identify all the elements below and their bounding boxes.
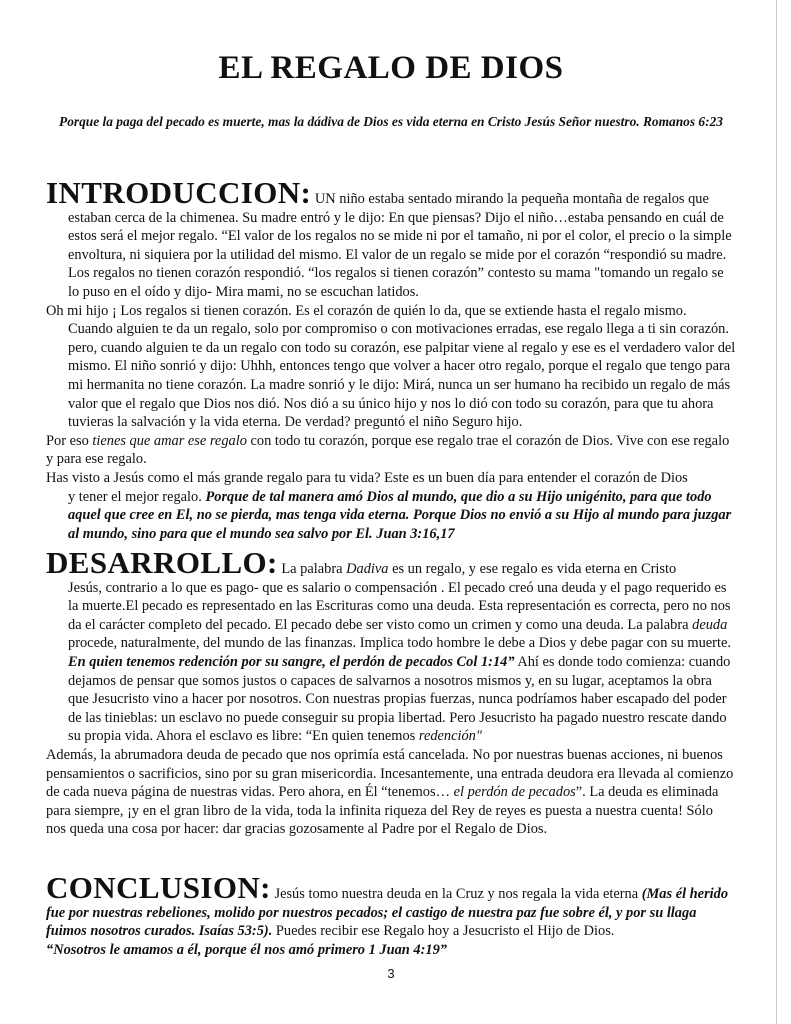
intro-paragraph-2 <box>46 302 736 432</box>
intro-paragraph-4 <box>46 469 736 543</box>
intro-p3-italic: tienes que amar ese regalo <box>92 432 247 449</box>
section-introduccion <box>46 175 736 543</box>
desarrollo-p1-end-italic: redención" <box>418 728 482 745</box>
desarrollo-paragraph-2 <box>46 746 736 839</box>
desarrollo-verse-col-1-14: En quien tenemos redención por su sangre, el perdón de pecados Col 1:14” <box>68 653 515 670</box>
desarrollo-lead-italic: Dadiva <box>346 561 389 577</box>
intro-p3-b: con todo tu corazón, porque ese regalo trae el corazón de Dios. Vive con ese regalo y para ese regalo. <box>46 432 730 468</box>
intro-verse-juan-3-16: Porque de tal manera amó Dios al mundo, que dio a su Hijo unigénito, para que todo aquel que cree en El, no se pierda, mas tenga vida eterna. Porque Dios no envió a su Hijo al mundo para juzgar al mundo, sino para que el mundo sea salvo por El. Juan 3:16,17 <box>68 488 732 542</box>
conclusion-lead: Jesús tomo nuestra deuda en la Cruz y nos regala la vida eterna <box>270 886 642 902</box>
desarrollo-p2-italic: el perdón de pecados <box>453 784 576 801</box>
intro-paragraph-3 <box>46 432 736 469</box>
section-desarrollo <box>46 545 736 839</box>
epigraph-verse: Porque la paga del pecado es muerte, mas la dádiva de Dios es vida eterna en Cristo Jesús Señor nuestro. Romanos 6:23 <box>59 114 723 129</box>
desarrollo-lead-a: La palabra <box>277 561 347 577</box>
intro-p4-block <box>46 488 736 544</box>
page-title: EL REGALO DE DIOS <box>218 50 564 86</box>
desarrollo-p2-a: Además, la abrumadora deuda de pecado que nos oprimía está cancelada. No por nuestras buenas acciones, ni buenos pensamientos o sacrificios, sino por su gran misericordia. Incesantemente, una entrada deudora era llevada al comienzo de cada nueva página de nuestras vidas. Pero ahora, en Él “tenemos… <box>46 746 734 801</box>
intro-p4-start: Has visto a Jesús como el más grande regalo para tu vida? Este es un buen día para entender el corazón de Dios <box>46 469 688 486</box>
intro-p4-rest: y tener el mejor regalo. <box>68 488 206 505</box>
heading-conclusion: CONCLUSION: <box>46 870 271 905</box>
section-conclusion <box>46 870 736 959</box>
conclusion-verse-1-juan-4-19: “Nosotros le amamos a él, porque él nos amó primero 1 Juan 4:19” <box>46 941 447 958</box>
desarrollo-p1-c: Ahí es donde todo comienza: cuando dejamos de pensar que somos justos o capaces de salvarnos a nosotros mismos y, en su lugar, aceptamos la obra que Jesucristo vino a hacer por nosotros. Con nuestras propias fuerzas, nunca podríamos haber escapado del poder de las tinieblas: un esclavo no puede conseguir su propia libertad. Pero Jesucristo ha pagado nuestro rescate dando su propia vida. Ahora el esclavo es libre: “En quien tenemos <box>68 653 731 745</box>
desarrollo-p1-italic: deuda <box>692 616 728 633</box>
intro-p3-a: Por eso <box>46 432 93 449</box>
intro-lead: UN niño estaba sentado mirando la pequeña montaña de regalos que <box>311 191 709 207</box>
page-number: 3 <box>387 966 395 981</box>
intro-p2-start: Oh mi hijo ¡ Los regalos si tienen corazón. Es el corazón de quién lo da, que se extiende hasta el regalo mismo. <box>46 302 687 319</box>
desarrollo-lead-b: es un regalo, y ese regalo es vida eterna en Cristo <box>388 561 677 577</box>
intro-p2-rest: Cuando alguien te da un regalo, solo por compromiso o con motivaciones erradas, ese regalo llega a ti sin corazón. pero, cuando alguien te da un regalo con todo su corazón, ese palpitar viene al regalo y ese es el verdadero valor del mismo. El niño sonrió y dijo: Uhhh, entonces tengo que volver a hacer otro regalo, porque el regalo que tengo para mi hermanita no tiene corazón. La madre sonrió y le dijo: Mirá, nunca un ser humano ha recibido un regalo de más valor que el regalo que Dios nos dió. Nos dió a su único hijo y nos lo dió con todo su corazón, para que tu ahora tuvieras la salvación y la vida eterna. De verdad? preguntó el niño Seguro hijo. <box>68 321 736 431</box>
conclusion-verse-isaias-53-5: (Mas él herido fue por nuestras rebeliones, molido por nuestros pecados; el castigo de nuestra paz fue sobre él, y por su llaga fuimos nosotros curados. Isaías 53:5). <box>46 886 729 940</box>
intro-paragraph-1: estaban cerca de la chimenea. Su madre entró y le dijo: En que piensas? Dijo el niño…estaba pensando en cuál de estos será el mejor regalo. “El valor de los regalos no se mide ni por el tamaño, ni por el color, el precio o la simple envoltura, ni siquiera por la utilidad del mismo. El valor de un regalo se mide por el corazón “respondió su madre. Los regalos no tienen corazón respondió. “los regalos si tienen corazón” contesto su mama "tomando un regalo se lo puso en el oído y dijo- Mira mami, no se escuchan latidos. <box>68 209 732 300</box>
desarrollo-p2-b: ”. La deuda es eliminada para siempre, ¡y en el gran libro de la vida, toda la infinita riqueza del Rey de reyes es puesta a nuestra cuenta! Sólo nos queda una cosa por hacer: dar gracias gozosamente al Padre por el Regalo de Dios. <box>46 784 719 838</box>
page-edge-line <box>776 0 777 1024</box>
desarrollo-p1-a: Jesús, contrario a lo que es pago- que es salario o compensación . El pecado creó una deuda y el pago requerido es la muerte.El pecado es representado en las Escrituras como una deuda. Esta representación es correcta, pero no nos da el carácter completo del pecado. El pecado debe ser visto como un crimen y como una deuda. La palabra <box>68 579 731 633</box>
desarrollo-p1-b: procede, naturalmente, del mundo de las finanzas. Implica todo hombre le debe a Dios y debe pagar con su muerte. <box>68 635 731 652</box>
desarrollo-paragraph-1 <box>46 579 736 746</box>
heading-desarrollo: DESARROLLO: <box>46 545 278 580</box>
heading-introduccion: INTRODUCCION: <box>46 175 312 210</box>
conclusion-mid: Puedes recibir ese Regalo hoy a Jesucristo el Hijo de Dios. <box>272 923 615 940</box>
